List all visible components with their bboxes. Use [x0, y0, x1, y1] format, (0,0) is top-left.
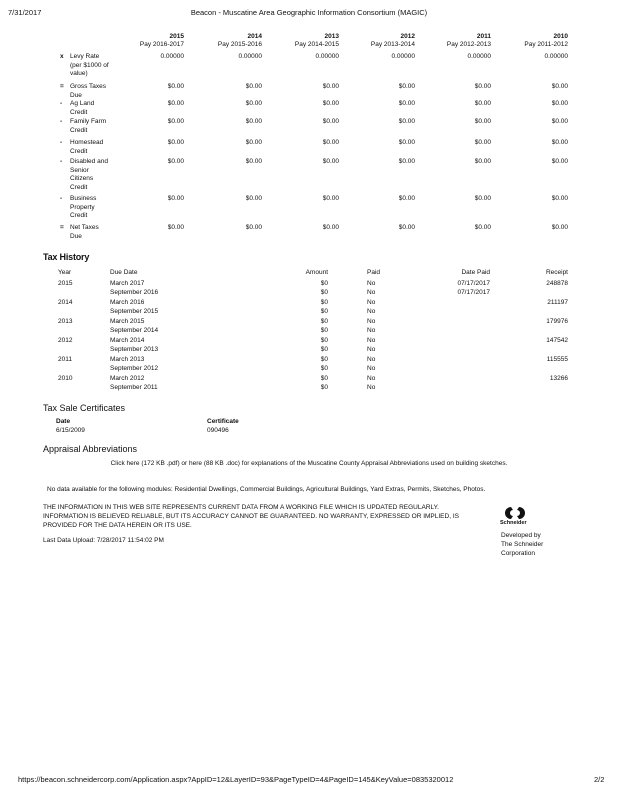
history-year: 2010: [58, 375, 73, 382]
history-due-date: March 2014: [110, 337, 145, 344]
history-amount: $0: [320, 346, 328, 353]
history-due-date: September 2014: [110, 327, 159, 334]
row-value: $0.00: [398, 100, 415, 107]
history-year: 2015: [58, 280, 73, 287]
tax-sale-certificate: 090496: [207, 427, 229, 434]
history-due-date: September 2012: [110, 365, 159, 372]
print-date: 7/31/2017: [8, 8, 42, 17]
row-operator: -: [60, 158, 63, 165]
history-due-date: September 2015: [110, 308, 159, 315]
row-value: $0.00: [167, 83, 184, 90]
row-label: Levy Rate (per $1000 of value): [70, 53, 109, 77]
row-value: $0.00: [551, 139, 568, 146]
row-label: Disabled and Senior Citizens Credit: [70, 158, 108, 191]
row-value: 0.00000: [391, 53, 415, 60]
row-value: $0.00: [245, 139, 262, 146]
row-value: $0.00: [474, 139, 491, 146]
history-due-date: September 2016: [110, 289, 159, 296]
row-operator: =: [60, 83, 64, 90]
row-value: 0.00000: [544, 53, 568, 60]
row-value: $0.00: [398, 195, 415, 202]
history-paid: No: [367, 308, 376, 315]
row-value: $0.00: [322, 118, 339, 125]
history-amount: $0: [320, 308, 328, 315]
row-value: $0.00: [551, 100, 568, 107]
row-value: $0.00: [245, 195, 262, 202]
tax-sale-certificate-header: Certificate: [207, 418, 239, 425]
no-data-note: No data available for the following modules: Residential Dwellings, Commercial Buildings, Agricultural Buildings, Yard Extras, Permits, Sketches, Photos.: [47, 486, 486, 493]
column-year: 2013: [324, 33, 339, 40]
row-operator: -: [60, 100, 63, 107]
row-value: $0.00: [398, 83, 415, 90]
row-value: $0.00: [551, 83, 568, 90]
row-value: $0.00: [322, 158, 339, 165]
tax-history-heading: Tax History: [43, 252, 90, 262]
row-value: $0.00: [398, 224, 415, 231]
history-receipt: 179976: [546, 318, 568, 325]
history-amount: $0: [320, 375, 328, 382]
history-due-date: March 2012: [110, 375, 145, 382]
history-paid: No: [367, 356, 376, 363]
column-pay-period: Pay 2012-2013: [446, 41, 491, 48]
history-paid: No: [367, 299, 376, 306]
history-amount: $0: [320, 356, 328, 363]
row-value: $0.00: [322, 100, 339, 107]
history-year: 2012: [58, 337, 73, 344]
row-value: $0.00: [167, 158, 184, 165]
row-value: $0.00: [167, 139, 184, 146]
row-value: $0.00: [245, 118, 262, 125]
row-value: 0.00000: [238, 53, 262, 60]
row-value: $0.00: [167, 118, 184, 125]
history-amount: $0: [320, 280, 328, 287]
history-amount: $0: [320, 289, 328, 296]
row-value: $0.00: [167, 100, 184, 107]
column-year: 2011: [476, 33, 491, 40]
row-value: 0.00000: [160, 53, 184, 60]
history-due-date: September 2011: [110, 384, 158, 391]
row-value: $0.00: [398, 118, 415, 125]
row-value: $0.00: [474, 83, 491, 90]
row-value: $0.00: [245, 83, 262, 90]
row-value: $0.00: [474, 195, 491, 202]
history-amount: $0: [320, 299, 328, 306]
row-value: $0.00: [551, 224, 568, 231]
print-title: Beacon - Muscatine Area Geographic Information Consortium (MAGIC): [190, 8, 428, 17]
history-amount: $0: [320, 337, 328, 344]
column-pay-period: Pay 2011-2012: [524, 41, 568, 48]
row-label: Homestead Credit: [70, 139, 104, 155]
appraisal-note: Click here (172 KB .pdf) or here (88 KB .doc) for explanations of the Muscatine County Appraisal Abbreviations used on building sketches.: [110, 460, 508, 467]
row-value: $0.00: [551, 118, 568, 125]
row-label: Ag Land Credit: [70, 100, 95, 116]
row-operator: -: [60, 139, 63, 146]
row-operator: x: [60, 53, 64, 60]
page-number: 2/2: [594, 775, 605, 784]
history-paid: No: [367, 289, 376, 296]
history-paid: No: [367, 375, 376, 382]
vendor-logo-text: Schneider: [500, 520, 527, 526]
row-value: $0.00: [398, 158, 415, 165]
history-receipt: 248878: [546, 280, 568, 287]
history-due-date: March 2016: [110, 299, 145, 306]
history-paid: No: [367, 365, 376, 372]
print-url: https://beacon.schneidercorp.com/Application.aspx?AppID=12&LayerID=93&PageTypeID=4&PageID=145&KeyValue=0835320012: [18, 775, 454, 784]
row-value: $0.00: [167, 224, 184, 231]
history-amount: $0: [320, 318, 328, 325]
history-paid: No: [367, 384, 376, 391]
row-value: $0.00: [474, 118, 491, 125]
appraisal-heading: Appraisal Abbreviations: [43, 444, 138, 454]
history-date-paid: 07/17/2017: [457, 280, 490, 287]
history-amount: $0: [320, 365, 328, 372]
column-pay-period: Pay 2014-2015: [294, 41, 339, 48]
col-date-paid: Date Paid: [461, 269, 490, 276]
row-value: $0.00: [398, 139, 415, 146]
row-value: $0.00: [245, 224, 262, 231]
vendor-line: Corporation: [501, 550, 535, 557]
column-pay-period: Pay 2016-2017: [139, 41, 184, 48]
history-year: 2014: [58, 299, 73, 306]
row-value: $0.00: [322, 139, 339, 146]
history-amount: $0: [320, 384, 328, 391]
history-due-date: September 2013: [110, 346, 159, 353]
row-value: $0.00: [322, 224, 339, 231]
history-paid: No: [367, 337, 376, 344]
column-pay-period: Pay 2013-2014: [370, 41, 415, 48]
history-due-date: March 2013: [110, 356, 145, 363]
history-paid: No: [367, 327, 376, 334]
col-amount: Amount: [305, 269, 328, 276]
row-value: 0.00000: [467, 53, 491, 60]
row-value: $0.00: [322, 195, 339, 202]
vendor-line: The Schneider: [501, 541, 544, 548]
tax-sale-date-header: Date: [56, 418, 71, 425]
col-paid: Paid: [367, 269, 381, 276]
history-year: 2013: [58, 318, 73, 325]
history-receipt: 115555: [546, 356, 568, 363]
row-value: $0.00: [322, 83, 339, 90]
tax-sale-date: 6/15/2009: [56, 427, 85, 434]
row-value: $0.00: [245, 100, 262, 107]
col-receipt: Receipt: [545, 269, 568, 276]
history-amount: $0: [320, 327, 328, 334]
history-receipt: 13266: [549, 375, 568, 382]
row-label: Gross Taxes Due: [70, 83, 107, 99]
column-year: 2010: [553, 33, 568, 40]
history-paid: No: [367, 280, 376, 287]
pdf-link[interactable]: Click here (172 KB .pdf): [110, 460, 180, 467]
col-year: Year: [58, 269, 72, 276]
row-value: $0.00: [474, 158, 491, 165]
row-value: $0.00: [167, 195, 184, 202]
column-year: 2015: [169, 33, 184, 40]
row-operator: =: [60, 224, 64, 231]
history-due-date: March 2017: [110, 280, 145, 287]
row-value: $0.00: [474, 224, 491, 231]
row-label: Family Farm Credit: [70, 118, 107, 134]
row-value: 0.00000: [315, 53, 339, 60]
history-paid: No: [367, 346, 376, 353]
history-receipt: 147542: [546, 337, 568, 344]
row-label: Business Property Credit: [70, 195, 97, 219]
column-pay-period: Pay 2015-2016: [217, 41, 262, 48]
history-paid: No: [367, 318, 376, 325]
row-operator: -: [60, 118, 63, 125]
row-operator: -: [60, 195, 63, 202]
row-value: $0.00: [474, 100, 491, 107]
column-year: 2014: [247, 33, 262, 40]
history-year: 2011: [58, 356, 72, 363]
tax-sale-heading: Tax Sale Certificates: [43, 403, 126, 413]
doc-link[interactable]: here (88 KB .doc): [189, 460, 240, 467]
column-year: 2012: [400, 33, 415, 40]
history-receipt: 211197: [547, 299, 568, 306]
history-due-date: March 2015: [110, 318, 145, 325]
col-due-date: Due Date: [110, 269, 138, 276]
row-value: $0.00: [551, 195, 568, 202]
disclaimer-line: THE INFORMATION IN THIS WEB SITE REPRESENTS CURRENT DATA FROM A WORKING FILE WHICH IS UPDATED REGULARLY.: [43, 504, 439, 511]
disclaimer-line: PROVIDED FOR THE DATA HEREIN OR ITS USE.: [43, 522, 192, 529]
history-date-paid: 07/17/2017: [457, 289, 490, 296]
row-label: Net Taxes Due: [70, 224, 99, 240]
row-value: $0.00: [245, 158, 262, 165]
last-data-upload: Last Data Upload: 7/28/2017 11:54:02 PM: [43, 537, 164, 544]
disclaimer-line: INFORMATION IS BELIEVED RELIABLE, BUT ITS ACCURACY CANNOT BE GUARANTEED. NO WARRANTY, EXPRESSED OR IMPLIED, IS: [43, 513, 459, 520]
vendor-line: Developed by: [501, 532, 541, 539]
row-value: $0.00: [551, 158, 568, 165]
